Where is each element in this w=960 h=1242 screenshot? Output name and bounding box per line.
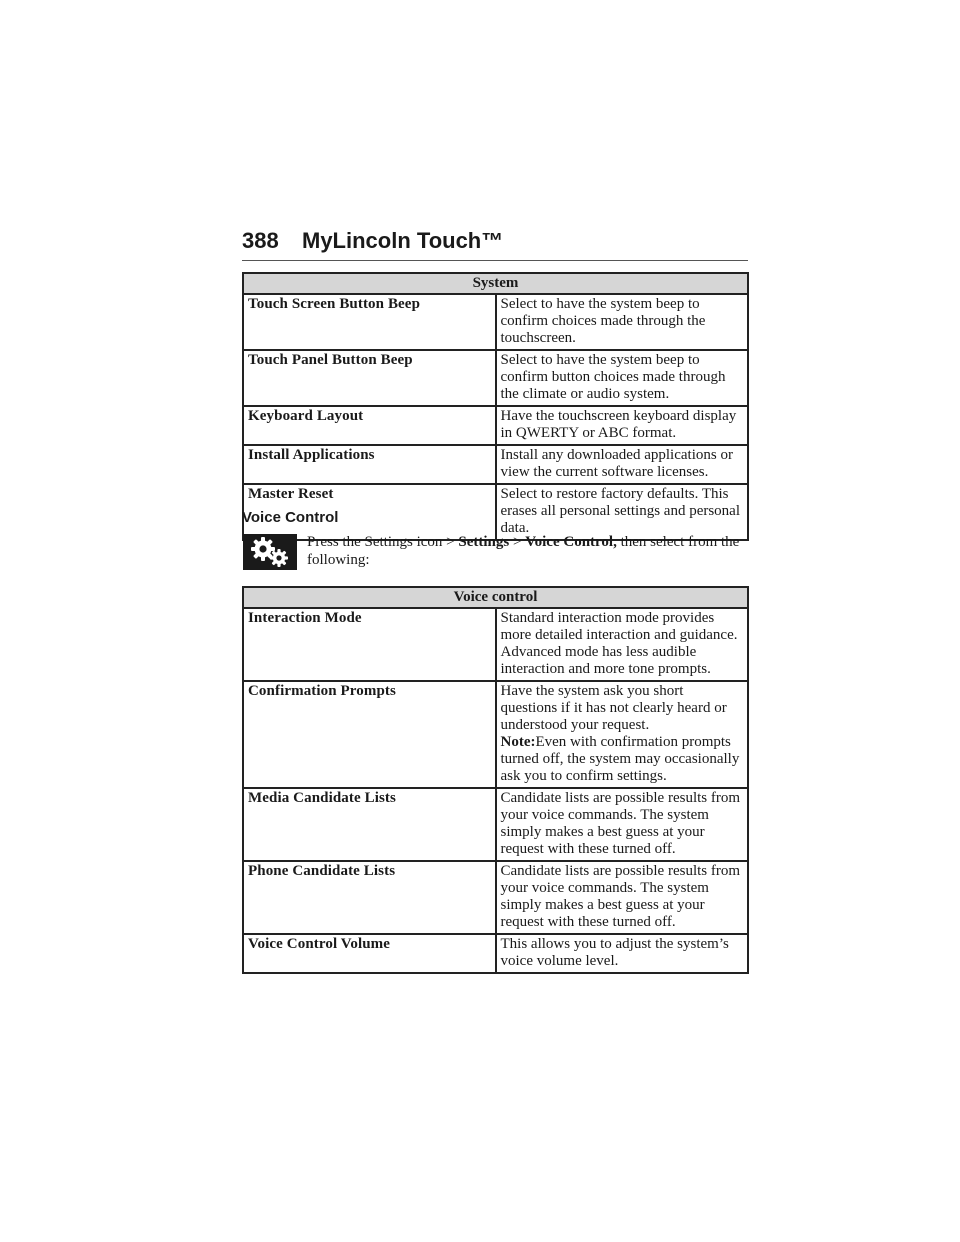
setting-description: Candidate lists are possible results from your voice commands. The system simply makes a best guess at your request with these turned off. (496, 788, 749, 861)
table-row (243, 861, 748, 934)
table-row (243, 406, 748, 445)
setting-name: Interaction Mode (243, 608, 496, 681)
setting-description-text: Have the system ask you short questions if it has not clearly heard or understood your request. (500, 683, 727, 733)
setting-description (496, 681, 749, 788)
page-header (242, 228, 748, 261)
setting-note (501, 734, 744, 785)
table-row (243, 681, 748, 788)
setting-description: Standard interaction mode provides more detailed interaction and guidance. Advanced mode has less audible interaction and more tone prompts. (496, 608, 749, 681)
setting-description: Candidate lists are possible results from your voice commands. The system simply makes a best guess at your request with these turned off. (496, 861, 749, 934)
setting-description: Install any downloaded applications or view the current software licenses. (496, 445, 749, 484)
table-row (243, 294, 748, 350)
table-title: Voice control (243, 587, 748, 608)
note-text: Even with confirmation prompts turned off, the system may occasionally ask you to confirm settings. (500, 734, 740, 784)
setting-description: Select to restore factory defaults. This erases all personal settings and personal data. (496, 484, 749, 540)
setting-name: Media Candidate Lists (243, 788, 496, 861)
menu-path-separator: > (512, 534, 522, 550)
setting-name: Voice Control Volume (243, 934, 496, 973)
table-title: System (243, 273, 748, 294)
setting-name: Phone Candidate Lists (243, 861, 496, 934)
menu-path-voice-control: Voice Control, (525, 534, 617, 550)
setting-description: This allows you to adjust the system’s voice volume level. (496, 934, 749, 973)
chapter-title: MyLincoln Touch™ (302, 228, 504, 253)
setting-name: Keyboard Layout (243, 406, 496, 445)
table-row (243, 608, 748, 681)
intro-suffix: then select from the following: (307, 534, 740, 568)
table-row (243, 350, 748, 406)
table-row (243, 934, 748, 973)
menu-path-settings: Settings (458, 534, 510, 550)
setting-name: Master Reset (243, 484, 496, 540)
page-number: 388 (242, 228, 279, 253)
voice-control-instructions (307, 533, 747, 569)
voice-control-table (242, 586, 749, 974)
setting-description: Select to have the system beep to confirm button choices made through the climate or audio system. (496, 350, 749, 406)
setting-description: Select to have the system beep to confirm choices made through the touchscreen. (496, 294, 749, 350)
note-label: Note: (500, 734, 536, 750)
setting-description: Have the touchscreen keyboard display in QWERTY or ABC format. (496, 406, 749, 445)
settings-gears-icon (243, 534, 297, 570)
intro-prefix: Press the Settings icon > (307, 534, 455, 550)
setting-name: Confirmation Prompts (243, 681, 496, 788)
setting-name: Touch Screen Button Beep (243, 294, 496, 350)
table-row (243, 788, 748, 861)
section-heading: Voice Control (242, 509, 339, 526)
setting-name: Install Applications (243, 445, 496, 484)
setting-name: Touch Panel Button Beep (243, 350, 496, 406)
table-row (243, 445, 748, 484)
system-settings-table (242, 272, 749, 541)
